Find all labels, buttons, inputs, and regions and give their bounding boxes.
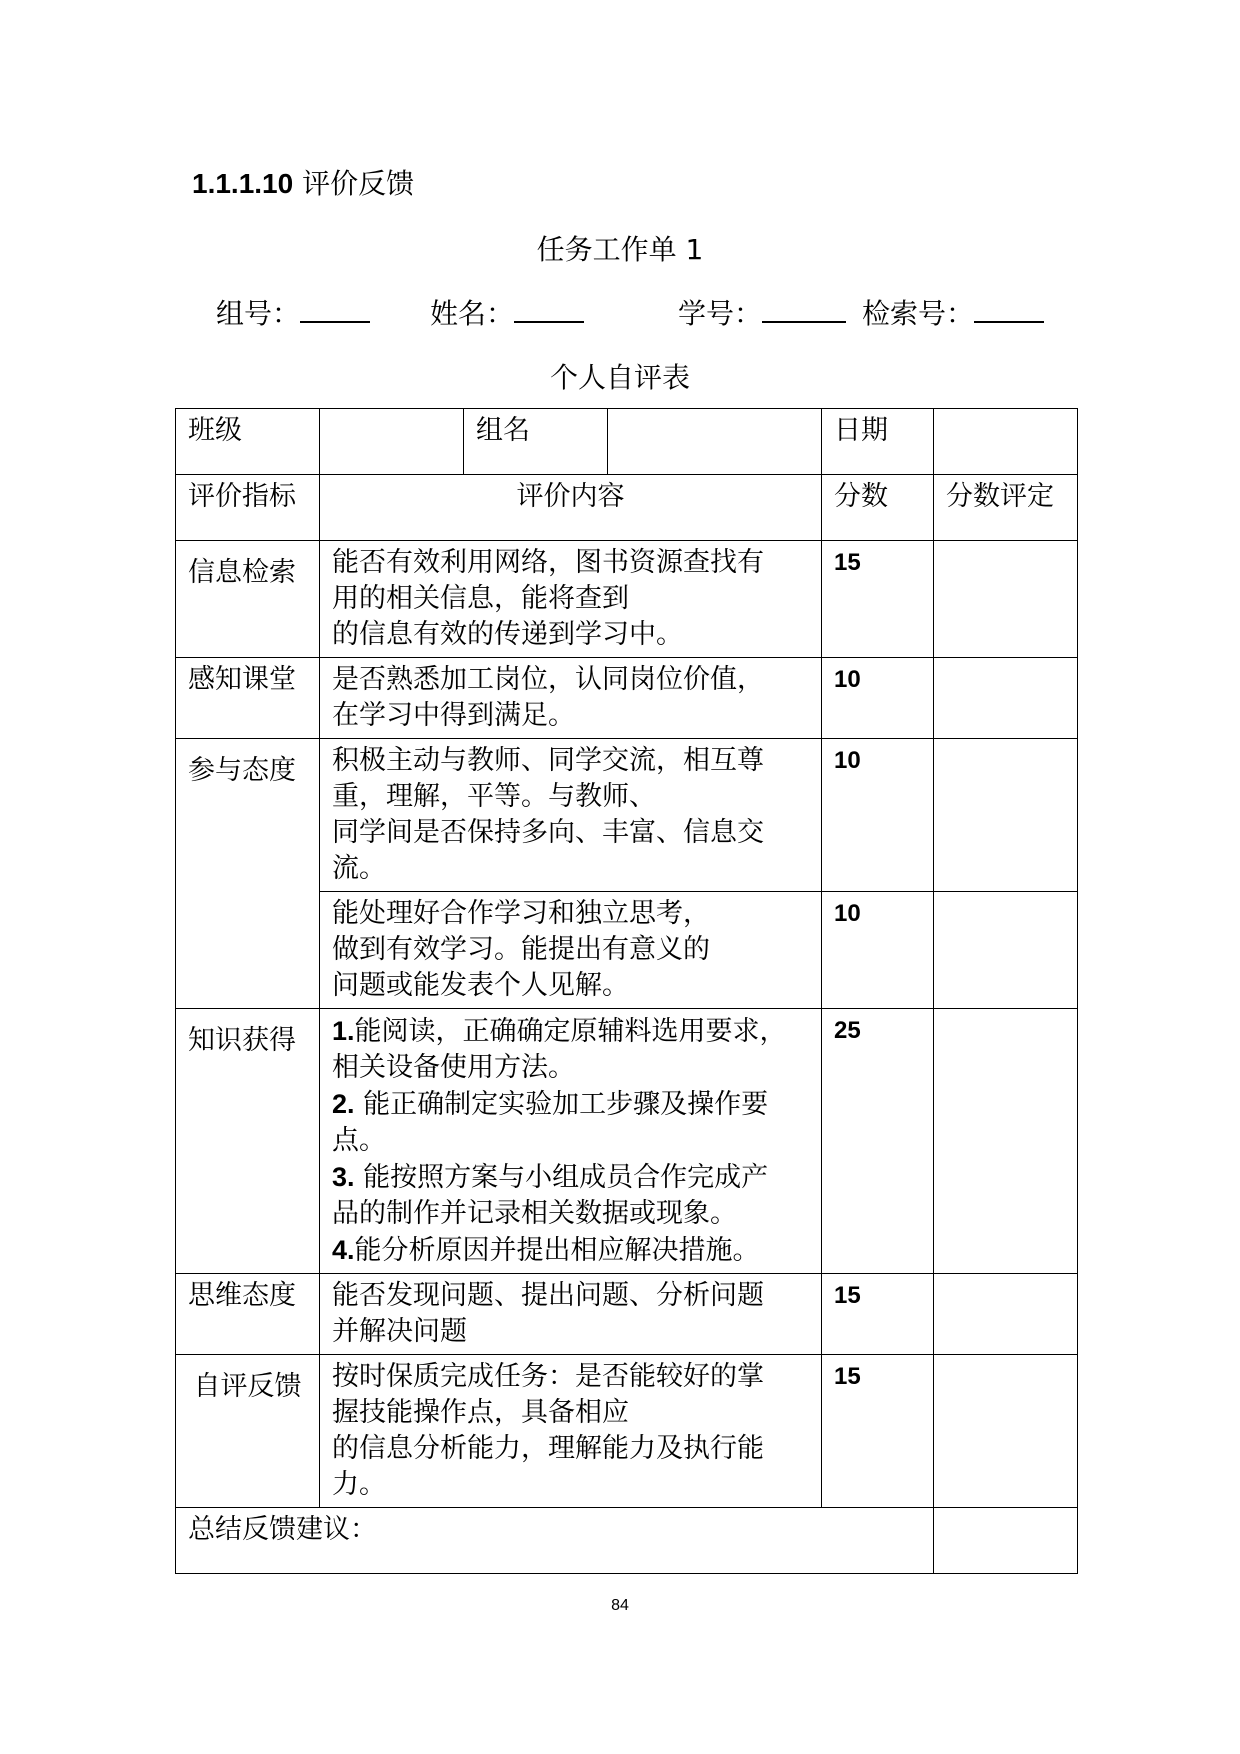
content-line: 握技能操作点，具备相应	[332, 1397, 629, 1428]
table-title: 个人自评表	[549, 361, 690, 394]
indicator-cell: 信息检索	[176, 541, 320, 658]
summary-label: 总结反馈建议：	[176, 1508, 934, 1574]
table-row	[176, 1274, 1078, 1355]
item-text: 能阅读，正确确定原辅料选用要求，	[354, 1016, 787, 1047]
content-line: 重，理解，平等。与教师、	[332, 781, 656, 812]
content-cell	[320, 739, 822, 892]
table-row	[176, 1355, 1078, 1508]
content-line: 同学间是否保持多向、丰富、信息交	[332, 817, 764, 848]
content-line: 能否发现问题、提出问题、分析问题	[332, 1280, 764, 1311]
header-rating: 分数评定	[934, 475, 1078, 541]
content-line: 力。	[332, 1469, 386, 1500]
rating-cell[interactable]	[934, 658, 1078, 739]
indicator-cell: 知识获得	[176, 1009, 320, 1274]
info-field-name	[430, 294, 584, 334]
indicator-cell: 感知课堂	[176, 658, 320, 739]
content-cell	[320, 1274, 822, 1355]
search-number-blank[interactable]	[974, 295, 1044, 323]
rating-cell[interactable]	[934, 892, 1078, 1009]
header-row	[176, 475, 1078, 541]
indicator-cell: 自评反馈	[176, 1355, 320, 1508]
date-value[interactable]	[934, 409, 1078, 475]
score-cell: 10	[822, 892, 934, 1009]
header-score: 分数	[822, 475, 934, 541]
table-row	[176, 1009, 1078, 1274]
content-line: 的信息分析能力，理解能力及执行能	[332, 1433, 764, 1464]
info-label-name: 姓名：	[430, 297, 515, 330]
content-line: 做到有效学习。能提出有意义的	[332, 934, 710, 965]
student-id-blank[interactable]	[762, 295, 846, 323]
table-row	[176, 541, 1078, 658]
content-line: 的信息有效的传递到学习中。	[332, 619, 683, 650]
content-line	[332, 1086, 809, 1123]
rating-cell[interactable]	[934, 1274, 1078, 1355]
content-line: 相关设备使用方法。	[332, 1052, 575, 1083]
table-row	[176, 658, 1078, 739]
content-cell	[320, 892, 822, 1009]
content-line: 是否熟悉加工岗位，认同岗位价值，	[332, 664, 764, 695]
rating-cell[interactable]	[934, 1355, 1078, 1508]
content-line: 能处理好合作学习和独立思考，	[332, 898, 710, 929]
meta-row	[176, 409, 1078, 475]
info-field-student-id	[678, 294, 846, 334]
content-line: 积极主动与教师、同学交流，相互尊	[332, 745, 764, 776]
group-number-blank[interactable]	[300, 295, 370, 323]
item-text: 能按照方案与小组成员合作完成产	[354, 1162, 769, 1193]
content-cell	[320, 541, 822, 658]
content-line: 按时保质完成任务：是否能较好的掌	[332, 1361, 764, 1392]
content-cell	[320, 1009, 822, 1274]
content-line: 在学习中得到满足。	[332, 700, 575, 731]
content-line: 品的制作并记录相关数据或现象。	[332, 1198, 737, 1229]
score-cell: 25	[822, 1009, 934, 1274]
rating-cell[interactable]	[934, 739, 1078, 892]
summary-row	[176, 1508, 1078, 1574]
info-field-search-number	[862, 294, 1044, 334]
indicator-cell: 思维态度	[176, 1274, 320, 1355]
header-indicator: 评价指标	[176, 475, 320, 541]
indicator-cell: 参与态度	[176, 739, 320, 1009]
document-title: 任务工作单 1	[536, 233, 704, 266]
item-number: 2.	[332, 1089, 355, 1119]
content-cell	[320, 1355, 822, 1508]
score-cell: 10	[822, 739, 934, 892]
rating-cell[interactable]	[934, 541, 1078, 658]
item-number: 1.	[332, 1016, 355, 1046]
content-line: 能否有效利用网络，图书资源查找有	[332, 547, 764, 578]
score-cell: 10	[822, 658, 934, 739]
content-line: 流。	[332, 853, 386, 884]
summary-value[interactable]	[934, 1508, 1078, 1574]
content-cell	[320, 658, 822, 739]
item-text: 能正确制定实验加工步骤及操作要	[354, 1089, 769, 1120]
info-label-student-id: 学号：	[678, 297, 763, 330]
score-cell: 15	[822, 541, 934, 658]
header-content: 评价内容	[320, 475, 822, 541]
score-cell: 15	[822, 1274, 934, 1355]
class-label: 班级	[176, 409, 320, 475]
date-label: 日期	[822, 409, 934, 475]
content-line	[332, 1013, 809, 1050]
table-row	[176, 739, 1078, 892]
content-line: 点。	[332, 1125, 386, 1156]
content-line: 问题或能发表个人见解。	[332, 970, 629, 1001]
info-label-group-number: 组号：	[216, 297, 301, 330]
name-blank[interactable]	[514, 295, 584, 323]
section-heading	[192, 164, 414, 204]
page-number: 84	[611, 1597, 629, 1614]
rating-cell[interactable]	[934, 1009, 1078, 1274]
content-line	[332, 1232, 809, 1269]
class-value[interactable]	[320, 409, 464, 475]
group-name-label: 组名	[464, 409, 608, 475]
content-line: 并解决问题	[332, 1316, 467, 1347]
item-text: 能分析原因并提出相应解决措施。	[354, 1235, 760, 1266]
content-line: 用的相关信息，能将查到	[332, 583, 629, 614]
content-line	[332, 1159, 809, 1196]
item-number: 4.	[332, 1235, 355, 1265]
info-label-search-number: 检索号：	[862, 297, 975, 330]
info-field-group-number	[216, 294, 370, 334]
section-number: 1.1.1.10	[192, 168, 294, 199]
score-cell: 15	[822, 1355, 934, 1508]
self-evaluation-table	[175, 408, 1078, 1574]
section-title: 评价反馈	[302, 167, 415, 200]
item-number: 3.	[332, 1162, 355, 1192]
group-name-value[interactable]	[608, 409, 822, 475]
